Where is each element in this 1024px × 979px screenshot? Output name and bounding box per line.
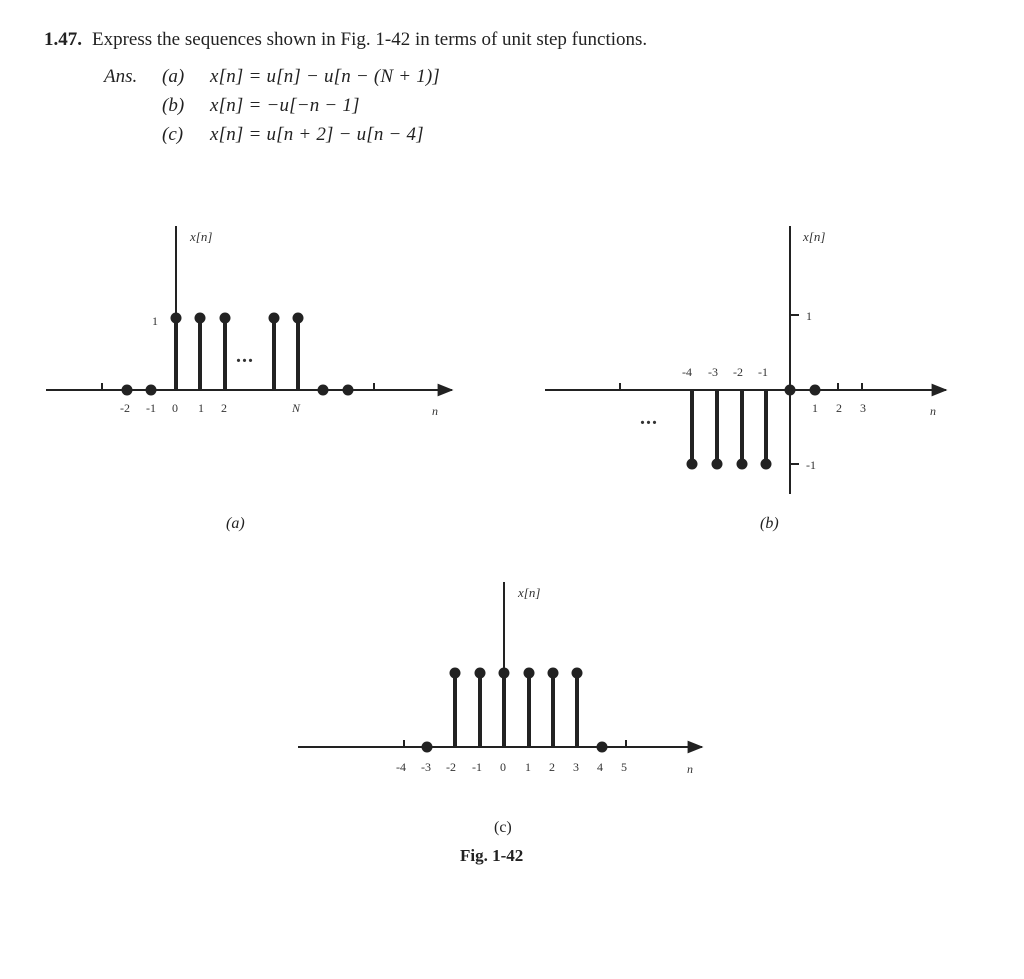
plot-b-ytick-neg1: -1 [806, 458, 816, 472]
stems-b-point-3 [761, 459, 772, 470]
plot-a-xlabel: n [432, 404, 438, 418]
plot-b-ellipsis: ... [640, 407, 658, 429]
stems-b-point-5 [810, 385, 821, 396]
stems-c-point-0 [422, 742, 433, 753]
plot-c-panel-label: (c) [494, 819, 512, 836]
answer-part-a: (a) [162, 66, 185, 87]
answers-label: Ans. [104, 66, 138, 87]
problem-text: Express the sequences shown in Fig. 1-42 in terms of unit step functions. [92, 29, 648, 50]
stems-a-point-0 [122, 385, 133, 396]
stems-b-point-0 [687, 459, 698, 470]
stems-a-point-8 [343, 385, 354, 396]
plot-c-xtick-4: 4 [597, 760, 603, 774]
plot-a-panel-label: (a) [226, 515, 245, 532]
plot-a-ytick-1: 1 [152, 314, 158, 328]
answer-expr-c: x[n] = u[n + 2] − u[n − 4] [210, 124, 424, 145]
problem-number: 1.47. [44, 29, 82, 50]
stems-a-point-1 [146, 385, 157, 396]
plot-c [298, 582, 702, 836]
stems-c-point-5 [548, 668, 559, 679]
plot-b-xtick-neg4: -4 [682, 365, 692, 379]
stems-a-point-7 [318, 385, 329, 396]
plot-c-xtick-neg3: -3 [421, 760, 431, 774]
stems-c-point-4 [524, 668, 535, 679]
plot-a-ylabel: x[n] [190, 229, 213, 244]
plot-c-xlabel: n [687, 762, 693, 776]
plot-b-xtick-neg3: -3 [708, 365, 718, 379]
plot-b-xtick-3: 3 [860, 401, 866, 415]
plot-b [545, 226, 946, 532]
plot-a-xtick-neg1: -1 [146, 401, 156, 415]
plot-c-xtick-neg4: -4 [396, 760, 406, 774]
answer-part-c: (c) [162, 124, 184, 145]
answer-expr-a: x[n] = u[n] − u[n − (N + 1)] [210, 66, 441, 87]
stems-c-point-2 [475, 668, 486, 679]
plot-b-ylabel: x[n] [803, 229, 826, 244]
stems-a-point-2 [171, 313, 182, 324]
plot-c-ylabel: x[n] [518, 585, 541, 600]
plot-a-xtick-0: 0 [172, 401, 178, 415]
stems-b-point-4 [785, 385, 796, 396]
plot-c-xtick-5: 5 [621, 760, 627, 774]
plot-a-ellipsis: ... [236, 345, 254, 367]
stems-c-point-7 [597, 742, 608, 753]
plot-b-xlabel: n [930, 404, 936, 418]
plot-b-xtick-2: 2 [836, 401, 842, 415]
plot-b-xtick-1: 1 [812, 401, 818, 415]
plot-a-xtick-1: 1 [198, 401, 204, 415]
plot-a [46, 226, 452, 532]
plot-b-panel-label: (b) [760, 515, 779, 532]
plot-b-xtick-neg1: -1 [758, 365, 768, 379]
stems-a-point-5 [269, 313, 280, 324]
stems-c-point-6 [572, 668, 583, 679]
stems-a-point-3 [195, 313, 206, 324]
stems-a-point-6 [293, 313, 304, 324]
stems-a-point-4 [220, 313, 231, 324]
figure-caption: Fig. 1-42 [460, 846, 524, 865]
plot-c-xtick-3: 3 [573, 760, 579, 774]
plot-c-stems [404, 668, 626, 753]
plot-a-xtick-neg2: -2 [120, 401, 130, 415]
stems-c-point-3 [499, 668, 510, 679]
plot-c-xtick-neg1: -1 [472, 760, 482, 774]
answer-part-b: (b) [162, 95, 185, 116]
plot-a-xtick-N: N [292, 401, 301, 415]
plot-b-ytick-1: 1 [806, 309, 812, 323]
plot-a-xtick-2: 2 [221, 401, 227, 415]
stems-b-point-1 [712, 459, 723, 470]
plot-c-xtick-2: 2 [549, 760, 555, 774]
answer-expr-b: x[n] = −u[−n − 1] [210, 95, 360, 116]
plot-c-xtick-neg2: -2 [446, 760, 456, 774]
plot-c-xtick-0: 0 [500, 760, 506, 774]
stems-c-point-1 [450, 668, 461, 679]
stems-b-point-2 [737, 459, 748, 470]
plot-b-xtick-neg2: -2 [733, 365, 743, 379]
plot-c-xtick-1: 1 [525, 760, 531, 774]
